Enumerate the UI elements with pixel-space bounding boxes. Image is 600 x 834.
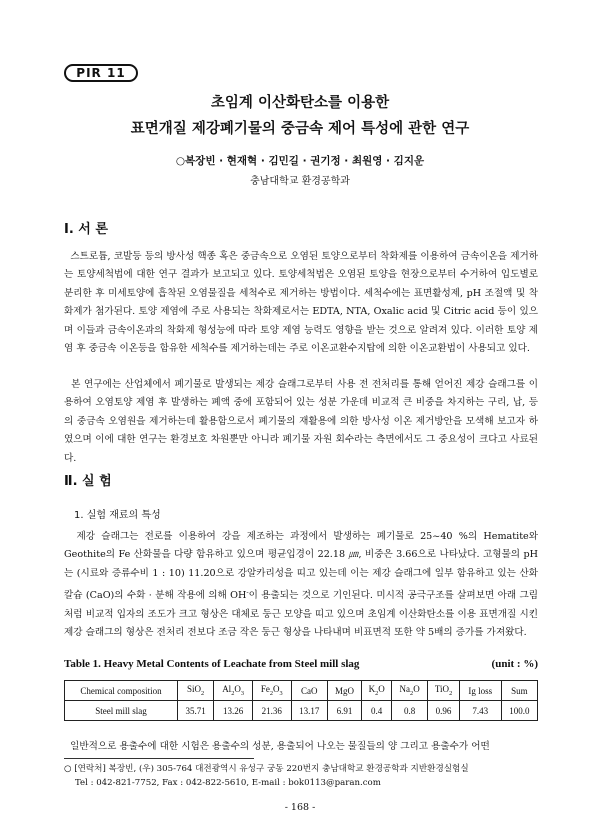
table-cell: 13.26 bbox=[214, 701, 253, 721]
affiliation: 충남대학교 환경공학과 bbox=[250, 176, 350, 187]
table-cell: 13.17 bbox=[291, 701, 327, 721]
contact-footnote bbox=[64, 762, 544, 790]
table-caption: Table 1. Heavy Metal Contents of Leachate from Steel mill slag bbox=[64, 658, 360, 670]
table-header-cell: Ig loss bbox=[459, 681, 501, 701]
table-cell: 100.0 bbox=[501, 701, 537, 721]
table-header-cell: TiO$_2$ bbox=[428, 681, 460, 701]
leachate-paragraph: 일반적으로 용출수에 대한 시험은 용출수의 성분, 용출되어 나오는 물질들의 양 그리고 용출수가 어떤 bbox=[70, 741, 490, 752]
table-cell: 35.71 bbox=[178, 701, 214, 721]
footnote-divider bbox=[64, 758, 254, 759]
section-heading-introduction: Ⅰ. 서 론 bbox=[64, 222, 108, 237]
page-number: - 168 - bbox=[284, 802, 316, 813]
table-caption-row bbox=[64, 658, 538, 674]
table-header-cell: $Fe_2O_3$ bbox=[252, 681, 291, 701]
table-cell: 0.8 bbox=[392, 701, 428, 721]
title-line-1: 초임계 이산화탄소를 이용한 bbox=[210, 95, 390, 111]
table-row-label: Steel mill slag bbox=[65, 701, 178, 721]
table-header-cell: MgO bbox=[327, 681, 361, 701]
table-cell: 7.43 bbox=[459, 701, 501, 721]
table-header-row bbox=[65, 681, 538, 701]
table-header-cell: SiO$_2$ bbox=[178, 681, 214, 701]
table-unit: (unit : %) bbox=[491, 658, 538, 670]
table-header-label: Chemical composition bbox=[65, 681, 178, 701]
table-cell: 0.96 bbox=[428, 701, 460, 721]
materials-paragraph: 제강 슬래그는 전로를 이용하여 강을 제조하는 과정에서 발생하는 폐기물로 25~40 %의 Hematite와 Geothite의 Fe 산화물을 다량 함유하고 있으며 평균입경이 22.18 ㎛, 비중은 3.66으로 나타났다. 고형물의 pH는 (시료와 증류수비 1 : 10) 11.20으로 강알카리성을 띠고 있는데 이는 제강 슬래그에 일부 함유하고 있는 산화칼슘 (CaO)의 수화 · 분해 작용에 의해 OH-이 용출되는 것으로 기인된다. 미시적 공극구조를 살펴보면 아래 그림처럼 비교적 입자의 조도가 크고 형상은 대체로 둥근 모양을 띠고 있으며 초임계 이산화탄소를 이용 표면개질 시킨 제강 슬래그의 형상은 전처리 전보다 조금 작은 둥근 형상을 나타내며 비표면적 또한 약 5배의 증가를 가져왔다. bbox=[64, 531, 539, 639]
table-cell: 6.91 bbox=[327, 701, 361, 721]
intro-paragraph-2: 본 연구에는 산업체에서 폐기물로 발생되는 제강 슬래그로부터 사용 전 전처리를 통해 얻어진 제강 슬래그를 이용하여 오염토양 제염 후 발생하는 폐액 중에 포함되어 있는 성분 가운데 비교적 큰 비중을 차지하는 구리, 납, 등의 중금속 오염원을 제거하는데 활용함으로서 폐기물의 재활용에 의한 방사성 이온 제거방안을 모색해 보고자 하였으며 이에 대한 연구는 환경보호 차원뿐만 아니라 폐기물 자원 회수라는 측면에서도 그 중요성이 크다고 사료된다. bbox=[64, 379, 538, 464]
contact-phone-email: Tel : 042-821-7752, Fax : 042-822-5610, E-mail : bok0113@paran.com bbox=[74, 778, 381, 788]
heavy-metal-table bbox=[64, 680, 538, 721]
section-heading-experiment: Ⅱ. 실 험 bbox=[64, 474, 112, 489]
contact-address: ○ [연락처] 복장빈, (우) 305-764 대전광역시 유성구 궁동 220번지 충남대학교 환경공학과 지반환경실험실 bbox=[64, 764, 469, 774]
paper-code-badge: PIR 11 bbox=[64, 64, 138, 82]
table-header-cell: $Na_2O$ bbox=[392, 681, 428, 701]
table-cell: 21.36 bbox=[252, 701, 291, 721]
table-header-cell: Sum bbox=[501, 681, 537, 701]
table-header-cell: $Al_2O_3$ bbox=[214, 681, 253, 701]
table-row bbox=[65, 701, 538, 721]
table-header-cell: CaO bbox=[291, 681, 327, 701]
title-line-2: 표면개질 제강폐기물의 중금속 제어 특성에 관한 연구 bbox=[130, 121, 470, 137]
table-cell: 0.4 bbox=[362, 701, 392, 721]
author-list: ○복장빈 · 현재혁 · 김민길 · 권기정 · 최원영 · 김지운 bbox=[175, 155, 425, 167]
subsection-heading-materials: 1. 실험 재료의 특성 bbox=[74, 510, 161, 521]
intro-paragraph-1: 스트로튬, 코발등 등의 방사성 핵종 혹은 중금속으로 오염된 토양으로부터 착화제를 이용하여 금속이온을 제거하는 토양세척법에 대한 연구 결과가 보고되고 있다. 토양세척법은 오염된 토양을 현장으로부터 수거하여 입도별로 분리한 후 미세토양에 흡착된 오염물질을 세척수로 제거하는 방법이다. 세척수에는 표면활성제, pH 조절액 및 착화제가 첨가된다. 토양 제염에 주로 사용되는 착화제로서는 EDTA, NTA, Oxalic acid 및 Citric acid 등이 있으며 이들과 금속이온과의 착화제 형성능에 따라 토양 제염 능력도 영향을 받는 것으로 알려져 있다. 이러한 토양 제염 후 중금속 이온등을 함유한 세척수를 제거하는데는 주로 이온교환수지탑에 의한 이온교환법이 사용되고 있다. bbox=[64, 251, 539, 355]
micrometer-unit: ㎛ bbox=[348, 549, 359, 561]
table-header-cell: $K_2O$ bbox=[362, 681, 392, 701]
